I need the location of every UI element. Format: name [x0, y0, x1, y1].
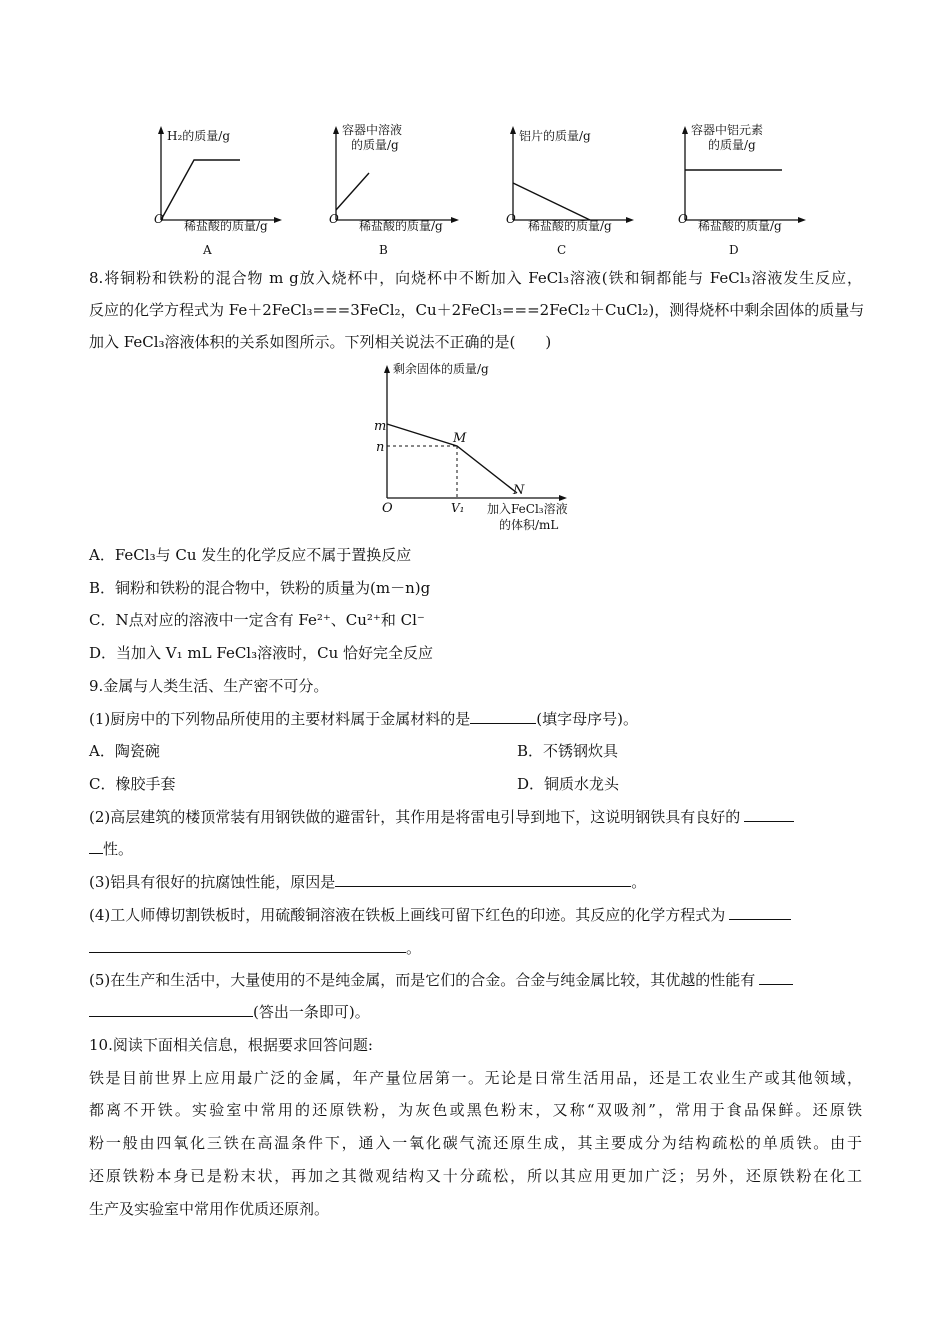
q7-a-curve — [161, 160, 240, 220]
q7-b-curve — [336, 173, 369, 210]
q7-graph-b — [323, 120, 468, 260]
svg-text:O: O — [678, 212, 688, 226]
svg-text:M: M — [453, 431, 467, 446]
svg-text:B: B — [379, 243, 388, 257]
q8-line-3: 加入 FeCl₃溶液体积的关系如图所示。下列相关说法不正确的是( ) — [89, 333, 552, 351]
svg-text:稀盐酸的质量/g: 稀盐酸的质量/g — [528, 219, 612, 233]
svg-text:O: O — [154, 212, 164, 226]
q9-blank-2b[interactable] — [89, 839, 103, 854]
q10-line-3: 粉一般由四氧化三铁在高温条件下，通入一氧化碳气流还原生成，其主要成分为结构疏松的单质铁。由于 — [89, 1134, 862, 1152]
q9-blank-1[interactable] — [470, 709, 536, 724]
q8-ylabel: 剩余固体的质量/g — [393, 362, 489, 376]
q8-option-c: C．N点对应的溶液中一定含有 Fe²⁺、Cu²⁺和 Cl⁻ — [89, 611, 425, 629]
q7-graph-a — [148, 120, 288, 260]
svg-text:的质量/g: 的质量/g — [351, 138, 399, 152]
q7-a-ylabel: H₂的质量/g — [167, 129, 231, 143]
q7-a-label: A — [203, 243, 212, 257]
q7-c-curve — [513, 183, 590, 220]
svg-text:稀盐酸的质量/g: 稀盐酸的质量/g — [359, 219, 443, 233]
q9-blank-4a[interactable] — [729, 905, 791, 920]
q9-blank-3[interactable] — [335, 872, 631, 887]
q8-graph — [365, 358, 585, 538]
q8-option-d: D．当加入 V₁ mL FeCl₃溶液时，Cu 恰好完全反应 — [89, 644, 434, 662]
q9-options-row-2: C．橡胶手套 D．铜质水龙头 — [89, 775, 620, 793]
q8-line-2: 反应的化学方程式为 Fe＋2FeCl₃===3FeCl₂，Cu＋2FeCl₃===2FeCl₂＋CuCl₂)，测得烧杯中剩余固体的质量与 — [89, 301, 865, 319]
q9-part-5: (5)在生产和生活中，大量使用的不是纯金属，而是它们的合金。合金与纯金属比较，其优越的性能有 — [89, 970, 862, 990]
q9-part-2: (2)高层建筑的楼顶常装有用钢铁做的避雷针，其作用是将雷电引导到地下，这说明钢铁具有良好的 — [89, 807, 862, 827]
q9-blank-4b[interactable] — [89, 938, 406, 953]
q9-blank-5a[interactable] — [759, 970, 793, 985]
q8-option-b: B．铜粉和铁粉的混合物中，铁粉的质量为(m－n)g — [89, 579, 431, 597]
q7-a-xlabel: 稀盐酸的质量/g — [184, 219, 268, 233]
q7-graph-d — [672, 120, 812, 260]
svg-text:的体积/mL: 的体积/mL — [499, 518, 559, 532]
q10-line-1: 铁是目前世界上应用最广泛的金属，年产量位居第一。无论是日常生活用品，还是工农业生产或其他领域， — [89, 1069, 862, 1087]
q10-title: 10.阅读下面相关信息，根据要求回答问题: — [89, 1036, 373, 1054]
q8-curve — [387, 424, 517, 493]
svg-text:铝片的质量/g: 铝片的质量/g — [519, 129, 591, 143]
q10-line-5: 生产及实验室中常用作优质还原剂。 — [89, 1200, 330, 1218]
q7-graph-c — [500, 120, 640, 260]
q10-line-2: 都离不开铁。实验室中常用的还原铁粉，为灰色或黑色粉末，又称“双吸剂”，常用于食品保鲜。还原铁 — [89, 1101, 862, 1119]
q9-part-4: (4)工人师傅切割铁板时，用硫酸铜溶液在铁板上画线可留下红色的印迹。其反应的化学方程式为 — [89, 905, 862, 925]
svg-text:加入FeCl₃溶液: 加入FeCl₃溶液 — [487, 502, 568, 516]
q9-part-1: (1)厨房中的下列物品所使用的主要材料属于金属材料的是 (填字母序号)。 — [89, 710, 638, 728]
svg-text:O: O — [329, 212, 339, 226]
svg-text:稀盐酸的质量/g: 稀盐酸的质量/g — [698, 219, 782, 233]
q10-line-4: 还原铁粉本身已是粉末状，再加之其微观结构又十分疏松，所以其应用更加广泛；另外，还原铁粉在化工 — [89, 1167, 862, 1185]
q9-options-row-1: A．陶瓷碗 B．不锈钢炊具 — [89, 742, 619, 760]
svg-text:V₁: V₁ — [451, 501, 465, 515]
svg-text:容器中铝元素: 容器中铝元素 — [691, 123, 764, 137]
svg-text:C: C — [557, 243, 567, 257]
q8-option-a: A．FeCl₃与 Cu 发生的化学反应不属于置换反应 — [89, 546, 412, 564]
q9-part-2-cont: 性。 — [89, 839, 862, 859]
q8-line-1: 8.将铜粉和铁粉的混合物 m g放入烧杯中，向烧杯中不断加入 FeCl₃溶液(铁和铜都能与 FeCl₃溶液发生反应， — [89, 269, 862, 287]
q9-blank-2a[interactable] — [744, 807, 794, 822]
q9-blank-5b[interactable] — [89, 1002, 253, 1017]
q9-part-3: (3)铝具有很好的抗腐蚀性能，原因是 。 — [89, 873, 647, 891]
svg-text:容器中溶液: 容器中溶液 — [342, 123, 403, 137]
svg-text:D: D — [729, 243, 739, 257]
svg-text:n: n — [376, 440, 385, 455]
svg-text:O: O — [506, 212, 516, 226]
svg-text:O: O — [382, 501, 393, 516]
q9-part-4-cont: 。 — [89, 938, 862, 958]
q9-part-5-cont: (答出一条即可)。 — [89, 1002, 862, 1022]
svg-text:的质量/g: 的质量/g — [708, 138, 756, 152]
svg-text:m: m — [374, 419, 387, 434]
q9-title: 9.金属与人类生活、生产密不可分。 — [89, 677, 329, 695]
svg-text:N: N — [513, 483, 525, 498]
